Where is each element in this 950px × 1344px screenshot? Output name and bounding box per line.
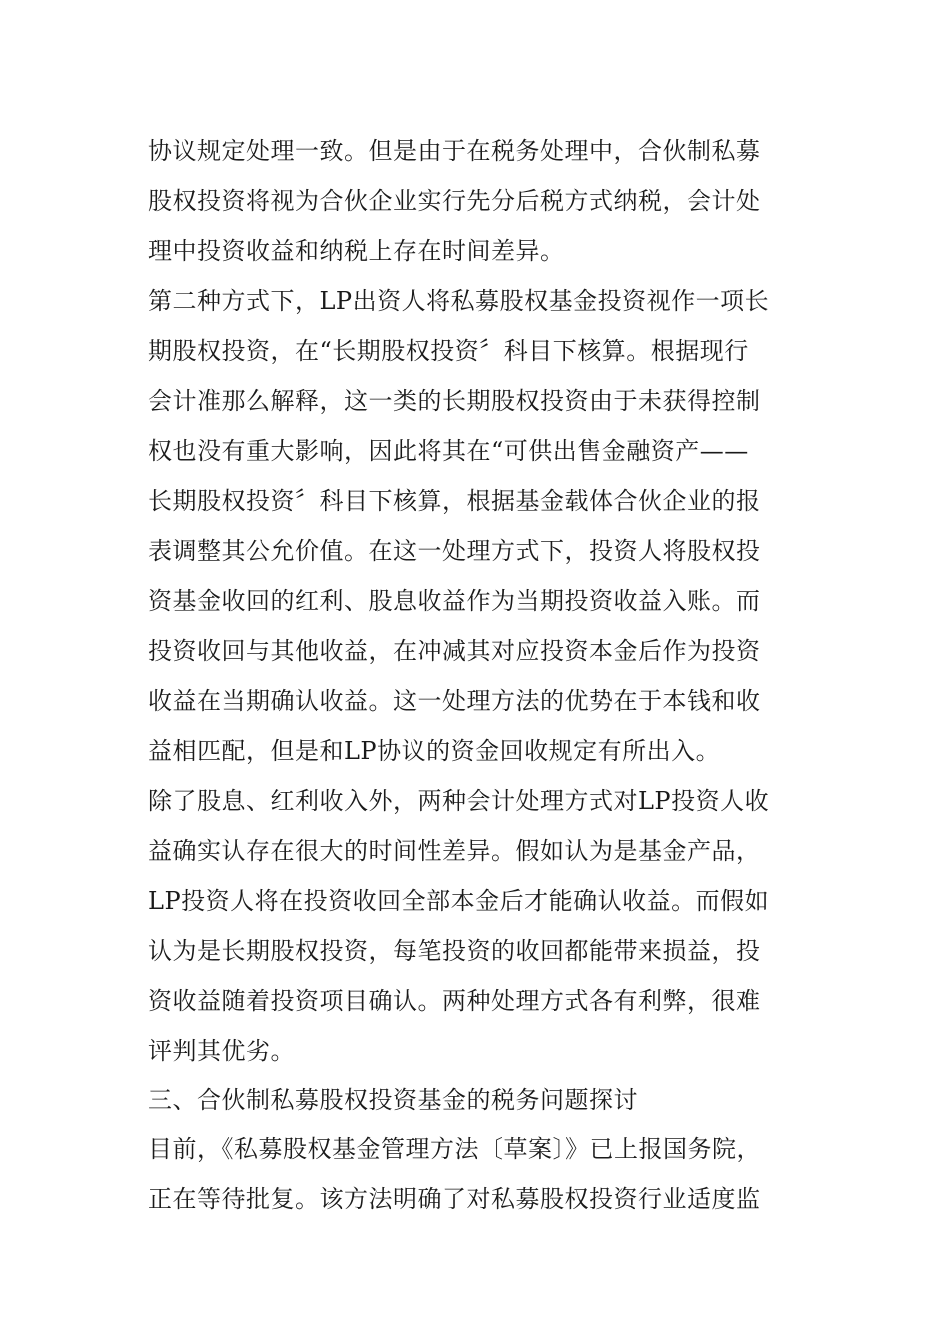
text-line: 第二种方式下，LP出资人将私募股权基金投资视作一项长	[148, 287, 770, 315]
text-line: 评判其优劣。	[148, 1037, 295, 1065]
text-line: 资收益随着投资项目确认。两种处理方式各有利弊，很难	[148, 987, 761, 1015]
text-line: LP投资人将在投资收回全部本金后才能确认收益。而假如	[148, 887, 770, 915]
text-line: 益确实认存在很大的时间性差异。假如认为是基金产品，	[148, 837, 761, 865]
text-line: 收益在当期确认收益。这一处理方法的优势在于本钱和收	[148, 687, 761, 715]
text-line: 益相匹配，但是和LP协议的资金回收规定有所出入。	[148, 737, 721, 765]
body-text	[148, 126, 808, 1224]
section-heading: 三、合伙制私募股权投资基金的税务问题探讨	[148, 1086, 638, 1114]
text-line: 长期股权投资〞科目下核算，根据基金载体合伙企业的报	[148, 487, 761, 515]
text-line: 股权投资将视为合伙企业实行先分后税方式纳税，会计处	[148, 187, 761, 215]
text-line: 目前，《私募股权基金管理方法〔草案〕》已上报国务院，	[148, 1135, 761, 1163]
text-line: 会计准那么解释，这一类的长期股权投资由于未获得控制	[148, 387, 761, 415]
text-line: 期股权投资，在“长期股权投资〞科目下核算。根据现行	[148, 337, 749, 365]
text-line: 认为是长期股权投资，每笔投资的收回都能带来损益，投	[148, 937, 761, 965]
text-line: 投资收回与其他收益，在冲减其对应投资本金后作为投资	[148, 637, 761, 665]
text-line: 表调整其公允价值。在这一处理方式下，投资人将股权投	[148, 537, 761, 565]
text-line: 理中投资收益和纳税上存在时间差异。	[148, 237, 565, 265]
text-line: 正在等待批复。该方法明确了对私募股权投资行业适度监	[148, 1185, 761, 1213]
text-line: 协议规定处理一致。但是由于在税务处理中，合伙制私募	[148, 137, 761, 165]
text-line: 权也没有重大影响，因此将其在“可供出售金融资产——	[148, 437, 749, 465]
text-line: 资基金收回的红利、股息收益作为当期投资收益入账。而	[148, 587, 761, 615]
text-line: 除了股息、红利收入外，两种会计处理方式对LP投资人收	[148, 787, 770, 815]
